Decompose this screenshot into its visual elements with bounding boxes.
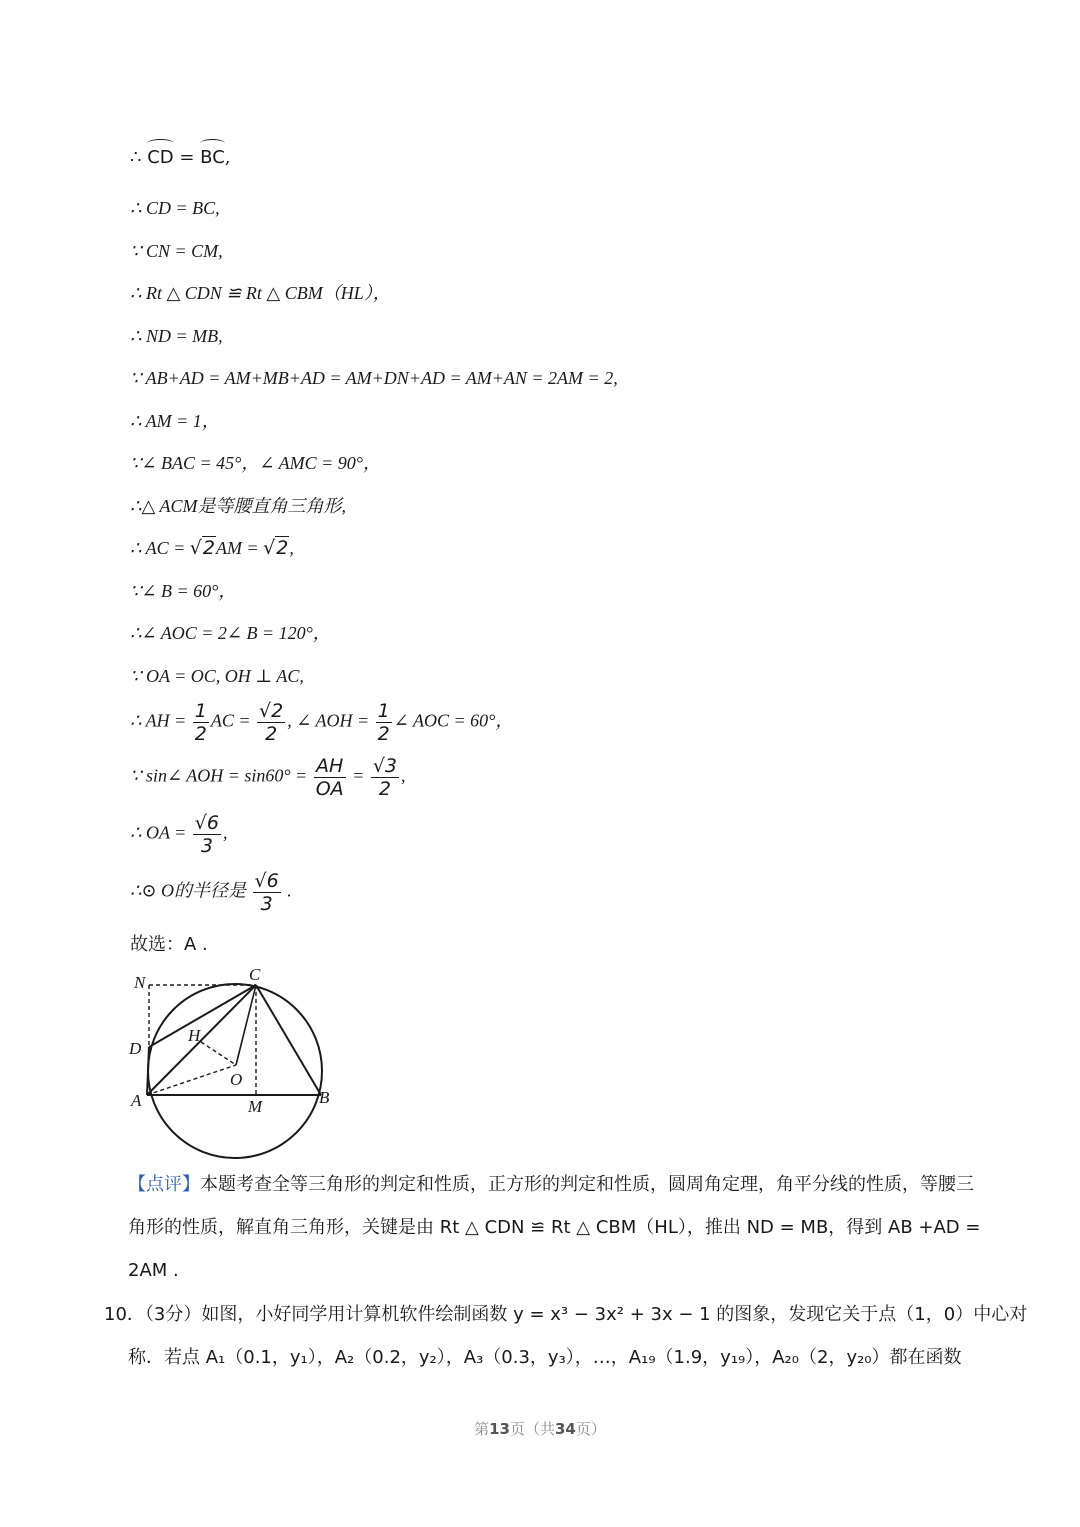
step-17-post: .	[282, 880, 292, 901]
page-footer	[0, 1418, 1080, 1439]
step-9: ∴△ ACM是等腰直角三角形,	[130, 496, 346, 516]
sqrt-2a: √2	[189, 537, 215, 559]
segment-co	[236, 985, 256, 1065]
fraction-radius	[253, 870, 281, 915]
fraction-denominator: 3	[260, 893, 273, 915]
step-3: ∵ CN = CM,	[130, 241, 223, 261]
fraction-numerator: 1	[377, 700, 390, 722]
question-10-line-2: 称．若点 A₁（0.1，y₁），A₂（0.2，y₂），A₃（0.3，y₃），…，A₁₉（1.9，y₁₉），A₂₀（2，y₂₀）都在函数	[128, 1347, 962, 1368]
label-d: D	[129, 1039, 142, 1058]
footer-prefix: 第	[474, 1420, 490, 1438]
label-b: B	[319, 1088, 330, 1107]
step-16-post: ,	[222, 822, 228, 843]
step-16-prefix: ∴ OA =	[130, 822, 191, 843]
sqrt-2a-radicand: 2	[202, 537, 215, 559]
fraction-denominator: 2	[378, 778, 391, 800]
step-13: ∵ OA = OC, OH ⊥ AC,	[130, 666, 304, 686]
question-10-line-1: 10．（3分）如图，小好同学用计算机软件绘制函数 y = x³ − 3x² + 3x − 1 的图象，发现它关于点（1，0）中心对	[104, 1304, 1028, 1325]
arc-bc: BC	[200, 145, 225, 171]
fraction-half-2	[376, 700, 392, 745]
step-15-post: ,	[401, 765, 406, 786]
step-5: ∴ ND = MB,	[130, 326, 223, 346]
label-m: M	[248, 1097, 263, 1116]
step-16	[130, 812, 227, 857]
fraction-numerator: √6	[194, 812, 219, 834]
fraction-denominator: 2	[265, 723, 278, 745]
fraction-numerator: 1	[194, 700, 207, 722]
step-15-mid: =	[347, 765, 369, 786]
fraction-numerator: √6	[254, 870, 279, 892]
fraction-denominator: OA	[315, 778, 344, 800]
step-2: ∴ CD = BC,	[130, 198, 220, 218]
step-1-post: ,	[224, 147, 231, 168]
step-14-prefix: ∴ AH =	[130, 710, 191, 731]
step-14-post: ∠ AOC = 60°，	[393, 710, 514, 731]
step-4: ∴ Rt △ CDN ≌ Rt △ CBM（HL），	[130, 283, 391, 303]
step-6: ∵ AB+AD = AM+MB+AD = AM+DN+AD = AM+AN = 2AM = 2,	[130, 368, 618, 388]
answer-line: 故选：A .	[130, 934, 208, 955]
label-a: A	[131, 1091, 142, 1110]
dashed-ho	[201, 1042, 236, 1065]
step-17-prefix: ∴⊙ O的半径是	[130, 880, 247, 901]
fraction-numerator: √3	[372, 755, 398, 777]
fraction-denominator: 3	[200, 835, 213, 857]
step-1-prefix: ∴	[130, 147, 148, 168]
comment-tag: 【点评】	[128, 1174, 200, 1195]
geometry-figure	[118, 960, 348, 1165]
step-14-mid2: , ∠ AOH =	[287, 710, 374, 731]
label-n: N	[134, 973, 146, 992]
step-10-post: ,	[289, 538, 294, 558]
comment-body: 本题考查全等三角形的判定和性质，正方形的判定和性质，圆周角定理，角平分线的性质，等腰三角形的性质，解直角三角形，关键是由 Rt △ CDN ≌ Rt △ CBM（HL），推出 ND = MB，得到 AB +AD = 2AM .	[128, 1174, 981, 1281]
fraction-denominator: 2	[377, 723, 390, 745]
label-c: C	[249, 965, 261, 984]
fraction-half-1	[193, 700, 209, 745]
footer-mid: 页（共	[509, 1420, 555, 1438]
step-10-mid: AM =	[215, 538, 264, 558]
footer-page-number: 13	[489, 1420, 510, 1438]
step-11: ∵∠ B = 60°，	[130, 581, 237, 601]
dashed-ao	[147, 1065, 236, 1095]
fraction-sqrt3-over-2	[371, 755, 399, 800]
fraction-numerator: √2	[259, 700, 284, 722]
step-10-prefix: ∴ AC =	[130, 538, 190, 558]
label-h: H	[188, 1026, 201, 1045]
step-14-mid1: AC =	[210, 710, 256, 731]
step-17	[130, 870, 292, 915]
fraction-denominator: 2	[194, 723, 207, 745]
fraction-numerator: AH	[314, 755, 346, 778]
sqrt-2b: √2	[263, 537, 289, 559]
fraction-sqrt6-over-3	[193, 812, 221, 857]
label-o: O	[230, 1070, 243, 1089]
footer-suffix: 页）	[575, 1420, 606, 1438]
step-10	[130, 535, 294, 561]
step-1	[130, 145, 231, 171]
fraction-ah-over-oa	[314, 755, 346, 800]
step-15	[130, 755, 406, 800]
step-7: ∴ AM = 1，	[130, 411, 220, 431]
step-15-prefix: ∵ sin∠ AOH = sin60° =	[130, 765, 312, 786]
comment-paragraph	[128, 1163, 983, 1292]
step-8: ∵∠ BAC = 45°，∠ AMC = 90°，	[130, 453, 381, 473]
step-14	[130, 700, 513, 745]
fraction-sqrt2-over-2	[257, 700, 285, 745]
step-12: ∴∠ AOC = 2∠ B = 120°，	[130, 623, 331, 643]
arc-cd: CD	[147, 145, 173, 171]
sqrt-2b-radicand: 2	[276, 537, 289, 559]
footer-total-pages: 34	[555, 1420, 576, 1438]
step-1-eq: =	[173, 147, 201, 168]
